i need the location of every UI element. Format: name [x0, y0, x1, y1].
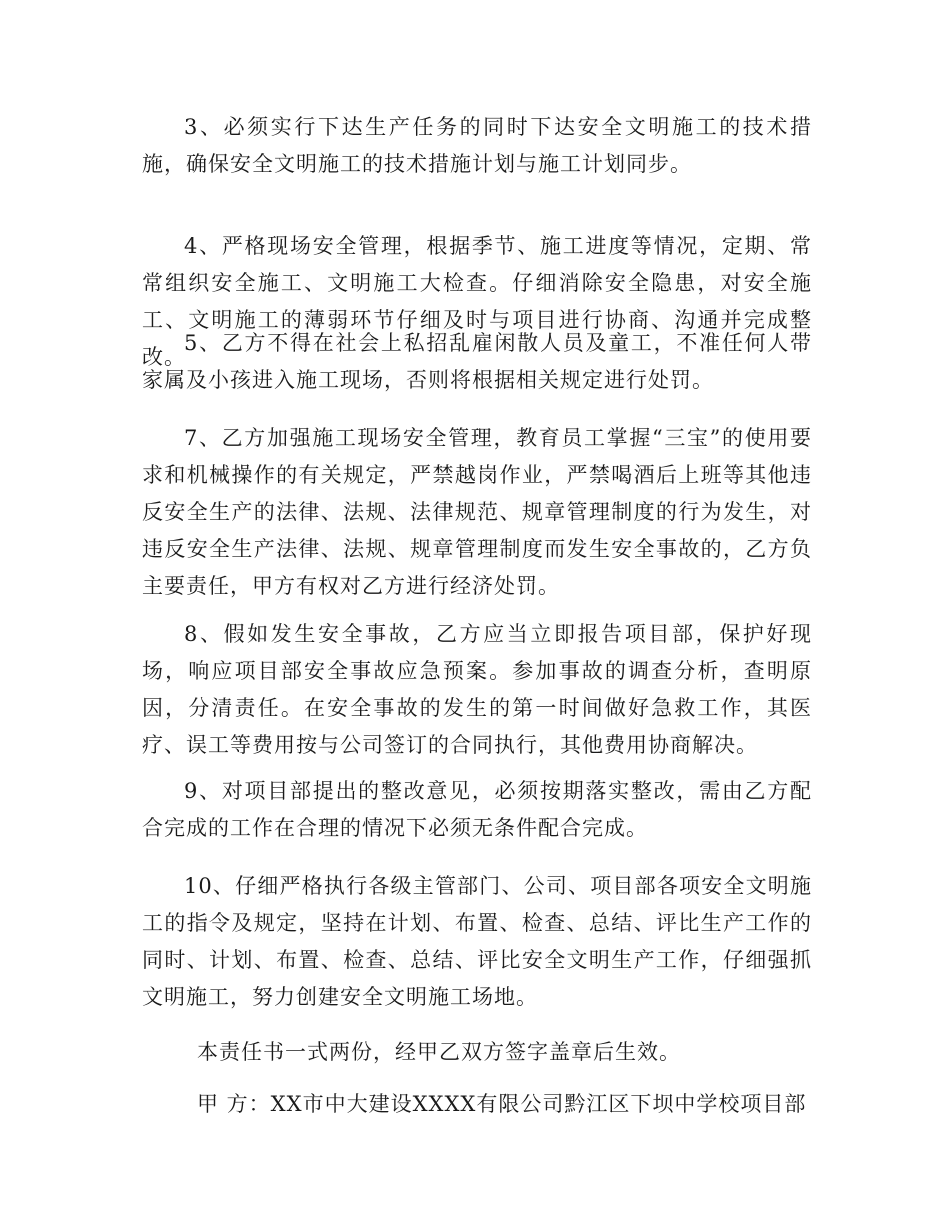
paragraph-10: 10、仔细严格执行各级主管部门、公司、项目部各项安全文明施工的指令及规定，坚持在计划、布置、检查、总结、评比生产工作的同时、计划、布置、检查、总结、评比安全文明生产工作，仔细强抓文明施工，努力创建安全文明施工场地。: [142, 874, 812, 1009]
paragraph-9: 9、对项目部提出的整改意见，必须按期落实整改，需由乙方配合完成的工作在合理的情况下必须无条件配合完成。: [142, 779, 812, 840]
paragraph-7: 7、乙方加强施工现场安全管理，教育员工掌握“三宝”的使用要求和机械操作的有关规定，严禁越岗作业，严禁喝酒后上班等其他违反安全生产的法律、法规、法律规范、规章管理制度的行为发生，对违反安全生产法律、法规、规章管理制度而发生安全事故的，乙方负主要责任，甲方有权对乙方进行经济处罚。: [142, 426, 812, 598]
paragraph-3: 3、必须实行下达生产任务的同时下达安全文明施工的技术措施，确保安全文明施工的技术措施计划与施工计划同步。: [142, 115, 812, 176]
paragraph-8: 8、假如发生安全事故，乙方应当立即报告项目部，保护好现场，响应项目部安全事故应急预案。参加事故的调查分析，查明原因，分清责任。在安全事故的发生的第一时间做好急救工作，其医疗、误工等费用按与公司签订的合同执行，其他费用协商解决。: [142, 622, 812, 757]
paragraph-5: 5、乙方不得在社会上私招乱雇闲散人员及童工，不准任何人带家属及小孩进入施工现场，否则将根据相关规定进行处罚。: [142, 331, 812, 392]
closing-statement: 本责任书一式两份，经甲乙双方签字盖章后生效。: [197, 1040, 681, 1064]
paragraph-4: 4、严格现场安全管理，根据季节、施工进度等情况，定期、常常组织安全施工、文明施工大检查。仔细消除安全隐患，对安全施工、文明施工的薄弱环节仔细及时与项目进行协商、沟通并完成整改。: [142, 234, 812, 369]
party-a-line: 甲 方：XX市中大建设XXXX有限公司黔江区下坝中学校项目部: [197, 1092, 807, 1116]
